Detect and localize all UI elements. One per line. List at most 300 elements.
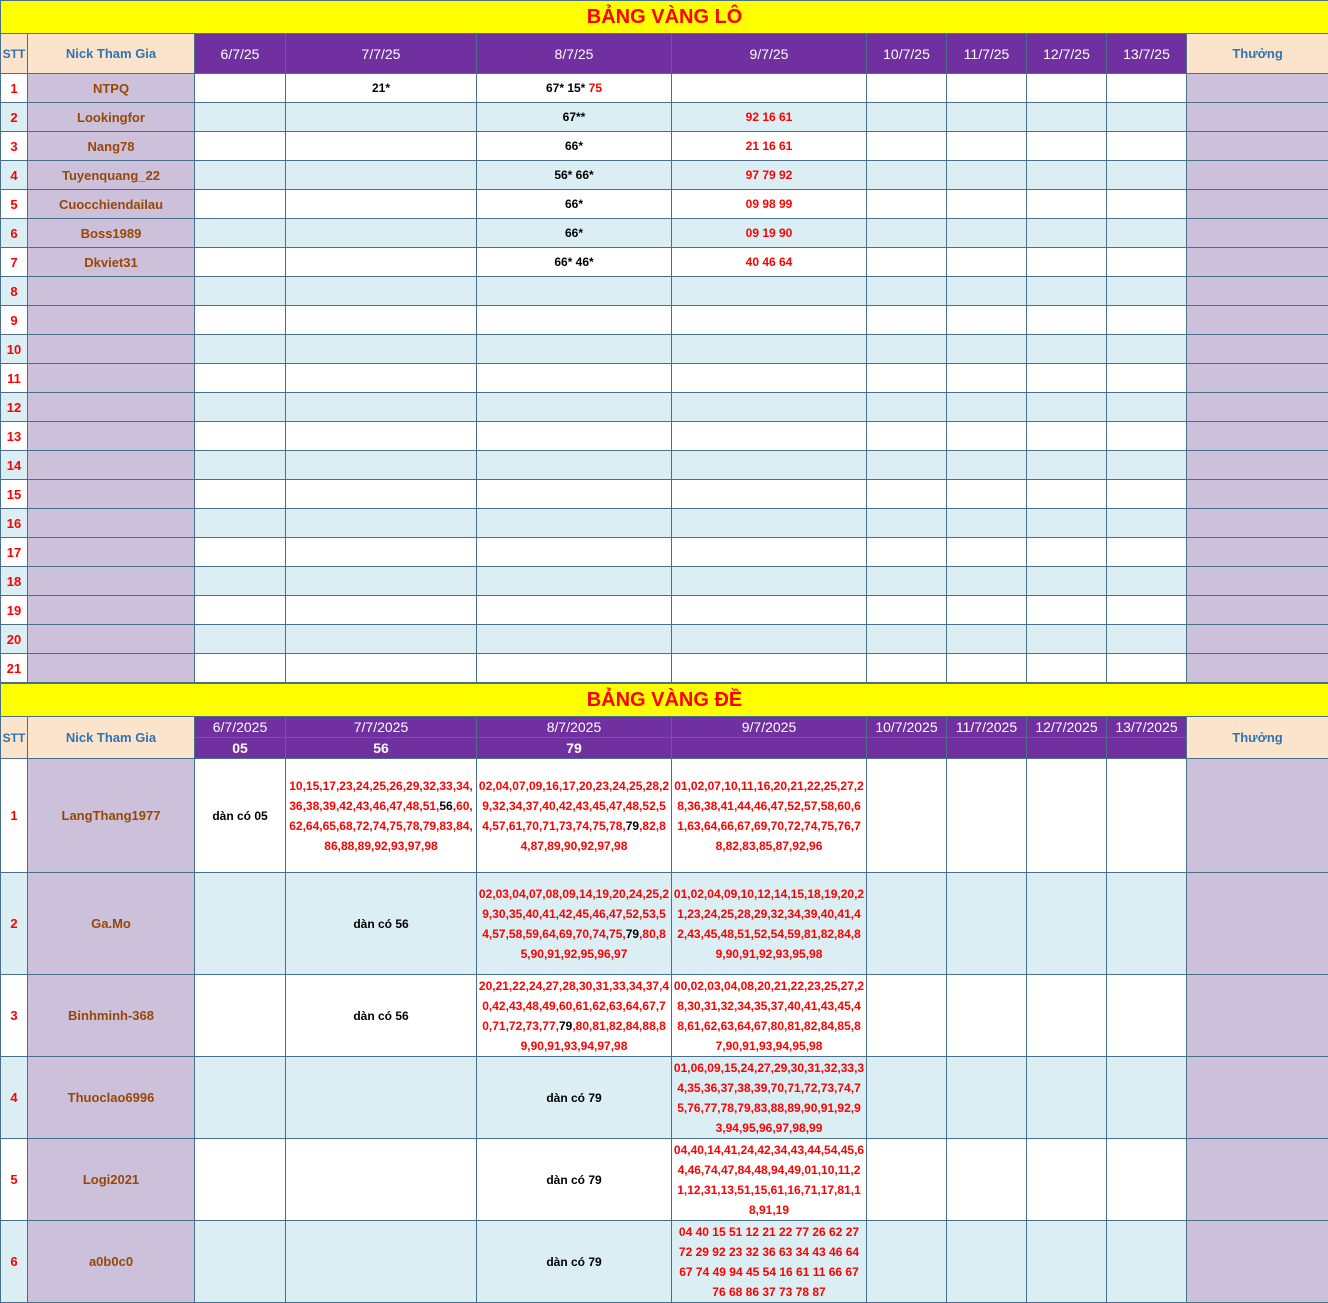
row-stt: 4 xyxy=(1,1057,28,1139)
lo-cell xyxy=(672,74,867,103)
lo-cell xyxy=(477,509,672,538)
de-cell xyxy=(1027,1057,1107,1139)
table-row xyxy=(1,364,1328,393)
lo-cell xyxy=(195,567,286,596)
de-cell xyxy=(477,759,672,873)
lo-header-nick: Nick Tham Gia xyxy=(28,34,195,74)
lo-cell xyxy=(477,306,672,335)
lo-cell xyxy=(867,654,947,683)
de-cell xyxy=(1027,1139,1107,1221)
lo-header-row xyxy=(1,34,1328,74)
table-row xyxy=(1,1057,1328,1139)
de-cell xyxy=(947,759,1027,873)
lo-cell xyxy=(947,161,1027,190)
lo-cell xyxy=(1107,625,1187,654)
row-nick xyxy=(28,451,195,480)
lo-header-date: 13/7/25 xyxy=(1107,34,1187,74)
de-cell xyxy=(195,1057,286,1139)
row-thuong xyxy=(1187,1221,1328,1303)
table-row xyxy=(1,480,1328,509)
de-cell xyxy=(1027,1221,1107,1303)
de-cell xyxy=(947,1221,1027,1303)
row-nick xyxy=(28,335,195,364)
de-cell xyxy=(477,873,672,975)
lo-cell xyxy=(477,277,672,306)
de-result xyxy=(1107,738,1187,759)
de-header-nick: Nick Tham Gia xyxy=(28,717,195,759)
row-thuong xyxy=(1187,625,1328,654)
de-cell xyxy=(947,1139,1027,1221)
table-row xyxy=(1,1139,1328,1221)
de-header-date: 11/7/2025 xyxy=(947,717,1027,738)
cell-text: ,80,81,82,84,88,89,90,91,93,94,97,98 xyxy=(520,1018,666,1053)
lo-cell xyxy=(286,509,477,538)
row-thuong xyxy=(1187,277,1328,306)
row-stt: 7 xyxy=(1,248,28,277)
lo-cell xyxy=(947,625,1027,654)
de-header-stt: STT xyxy=(1,717,28,759)
de-cell xyxy=(867,1057,947,1139)
row-nick: Thuoclao6996 xyxy=(28,1057,195,1139)
lo-cell xyxy=(286,596,477,625)
cell-text: 21 16 61 xyxy=(745,139,793,153)
lo-cell xyxy=(477,625,672,654)
de-cell xyxy=(947,1057,1027,1139)
lo-header-stt: STT xyxy=(1,34,28,74)
row-stt: 19 xyxy=(1,596,28,625)
row-nick: Cuocchiendailau xyxy=(28,190,195,219)
de-cell xyxy=(1107,975,1187,1057)
lo-cell xyxy=(672,654,867,683)
row-thuong xyxy=(1187,393,1328,422)
lo-header-thuong: Thưởng xyxy=(1187,34,1328,74)
row-thuong xyxy=(1187,306,1328,335)
lo-cell xyxy=(1027,335,1107,364)
table-row xyxy=(1,306,1328,335)
lo-cell xyxy=(1027,132,1107,161)
table-row xyxy=(1,335,1328,364)
cell-text: 66* 46* xyxy=(554,255,594,269)
lo-cell xyxy=(1027,451,1107,480)
de-cell xyxy=(1107,1139,1187,1221)
row-stt: 1 xyxy=(1,759,28,873)
row-nick xyxy=(28,393,195,422)
de-cell xyxy=(867,1139,947,1221)
lo-cell xyxy=(867,132,947,161)
lo-cell xyxy=(1027,393,1107,422)
row-thuong xyxy=(1187,190,1328,219)
row-thuong xyxy=(1187,132,1328,161)
lo-cell xyxy=(947,422,1027,451)
row-stt: 10 xyxy=(1,335,28,364)
cell-text: 79 xyxy=(625,818,640,833)
cell-text: 21* xyxy=(371,81,391,95)
de-cell xyxy=(672,873,867,975)
lo-cell xyxy=(286,306,477,335)
lo-cell xyxy=(947,306,1027,335)
lo-cell xyxy=(947,538,1027,567)
lo-cell xyxy=(1107,654,1187,683)
row-stt: 18 xyxy=(1,567,28,596)
table-row xyxy=(1,759,1328,873)
de-header-date: 10/7/2025 xyxy=(867,717,947,738)
lo-cell xyxy=(1107,219,1187,248)
table-row xyxy=(1,422,1328,451)
lo-cell xyxy=(477,103,672,132)
lo-cell xyxy=(477,654,672,683)
lo-cell xyxy=(286,277,477,306)
lo-cell xyxy=(867,103,947,132)
lo-cell xyxy=(286,248,477,277)
de-table xyxy=(0,683,1328,1303)
lo-cell xyxy=(947,509,1027,538)
lo-cell xyxy=(286,625,477,654)
cell-text: 00,02,03,04,08,20,21,22,23,25,27,28,30,31,32,34,35,37,40,41,43,45,48,61,62,63,64,67,80,81,82,84,85,87,90,91,93,94,95,98 xyxy=(673,978,865,1053)
cell-text: ,80,85,90,91,92,95,96,97 xyxy=(520,926,666,961)
lo-cell xyxy=(477,190,672,219)
lo-cell xyxy=(286,567,477,596)
lo-cell xyxy=(672,306,867,335)
table-row xyxy=(1,596,1328,625)
de-result xyxy=(1027,738,1107,759)
lo-cell xyxy=(195,248,286,277)
row-nick: Nang78 xyxy=(28,132,195,161)
cell-text: 04 40 15 51 12 21 22 77 26 62 27 72 29 92 23 32 36 63 34 43 46 64 67 74 49 94 45 54 16 61 11 66 67 76 68 86 37 73 78 87 xyxy=(678,1224,860,1299)
lo-cell xyxy=(1107,393,1187,422)
de-result: 79 xyxy=(477,738,672,759)
lo-cell xyxy=(1027,596,1107,625)
lo-cell xyxy=(947,654,1027,683)
de-cell xyxy=(672,1057,867,1139)
de-result xyxy=(672,738,867,759)
row-stt: 5 xyxy=(1,190,28,219)
lo-cell xyxy=(286,132,477,161)
row-stt: 2 xyxy=(1,103,28,132)
lo-cell xyxy=(672,335,867,364)
cell-text: dàn có 79 xyxy=(546,1172,602,1187)
row-stt: 3 xyxy=(1,132,28,161)
cell-text: 79 xyxy=(625,926,640,941)
de-result: 56 xyxy=(286,738,477,759)
lo-cell xyxy=(947,190,1027,219)
table-row xyxy=(1,538,1328,567)
row-nick: Logi2021 xyxy=(28,1139,195,1221)
lo-cell xyxy=(1027,219,1107,248)
lo-cell xyxy=(867,538,947,567)
lo-cell xyxy=(947,480,1027,509)
de-cell xyxy=(867,759,947,873)
row-stt: 16 xyxy=(1,509,28,538)
cell-text: 66* xyxy=(564,139,584,153)
cell-text: 56* 66* xyxy=(554,168,594,182)
row-thuong xyxy=(1187,480,1328,509)
row-stt: 2 xyxy=(1,873,28,975)
lo-cell xyxy=(947,451,1027,480)
lo-cell xyxy=(672,364,867,393)
lo-cell xyxy=(867,393,947,422)
table-row xyxy=(1,509,1328,538)
cell-text: 09 19 90 xyxy=(745,226,793,240)
lo-cell xyxy=(1107,364,1187,393)
lo-cell xyxy=(867,277,947,306)
lo-cell xyxy=(947,393,1027,422)
lo-cell xyxy=(947,596,1027,625)
table-row xyxy=(1,975,1328,1057)
row-stt: 12 xyxy=(1,393,28,422)
lo-cell xyxy=(672,451,867,480)
lo-cell xyxy=(867,509,947,538)
lo-cell xyxy=(286,480,477,509)
lo-cell xyxy=(477,451,672,480)
lo-cell xyxy=(672,538,867,567)
lo-cell xyxy=(195,538,286,567)
de-cell xyxy=(477,1139,672,1221)
lo-cell xyxy=(672,393,867,422)
cell-text: dàn có 05 xyxy=(212,808,268,823)
de-result xyxy=(947,738,1027,759)
lo-cell xyxy=(1027,74,1107,103)
lo-cell xyxy=(867,161,947,190)
lo-header-date: 10/7/25 xyxy=(867,34,947,74)
de-cell xyxy=(286,1139,477,1221)
table-row xyxy=(1,248,1328,277)
lo-cell xyxy=(1107,74,1187,103)
de-cell xyxy=(195,759,286,873)
lo-cell xyxy=(947,567,1027,596)
de-title: BẢNG VÀNG ĐỀ xyxy=(1,684,1328,717)
row-nick xyxy=(28,422,195,451)
de-header-row xyxy=(1,717,1328,738)
lo-cell xyxy=(477,596,672,625)
cell-text: ,82,84,87,89,90,92,97,98 xyxy=(520,818,666,853)
lo-cell xyxy=(477,335,672,364)
de-cell xyxy=(867,1221,947,1303)
lo-cell xyxy=(286,190,477,219)
cell-text: 66* xyxy=(564,197,584,211)
lo-cell xyxy=(286,161,477,190)
row-nick xyxy=(28,509,195,538)
lo-cell xyxy=(286,335,477,364)
lo-cell xyxy=(867,422,947,451)
cell-text: 09 98 99 xyxy=(745,197,793,211)
de-cell xyxy=(286,759,477,873)
lo-cell xyxy=(1107,567,1187,596)
de-cell xyxy=(286,1221,477,1303)
de-cell xyxy=(1107,873,1187,975)
lo-cell xyxy=(1027,248,1107,277)
lo-cell xyxy=(195,103,286,132)
cell-text: dàn có 56 xyxy=(353,1008,409,1023)
cell-text: 66* xyxy=(564,226,584,240)
de-header-thuong: Thưởng xyxy=(1187,717,1328,759)
lo-cell xyxy=(672,480,867,509)
lo-cell xyxy=(286,422,477,451)
row-nick xyxy=(28,654,195,683)
lo-cell xyxy=(195,480,286,509)
row-stt: 9 xyxy=(1,306,28,335)
lo-cell xyxy=(867,451,947,480)
row-nick: Binhminh-368 xyxy=(28,975,195,1057)
lo-cell xyxy=(672,248,867,277)
cell-text: 56 xyxy=(439,798,453,813)
lo-cell xyxy=(477,480,672,509)
row-thuong xyxy=(1187,74,1328,103)
lo-header-date: 8/7/25 xyxy=(477,34,672,74)
row-thuong xyxy=(1187,219,1328,248)
row-thuong xyxy=(1187,422,1328,451)
row-nick: Lookingfor xyxy=(28,103,195,132)
table-row xyxy=(1,277,1328,306)
de-header-date: 9/7/2025 xyxy=(672,717,867,738)
lo-cell xyxy=(1027,567,1107,596)
lo-header-date: 11/7/25 xyxy=(947,34,1027,74)
lo-cell xyxy=(195,190,286,219)
lo-cell xyxy=(1027,509,1107,538)
lo-cell xyxy=(1107,480,1187,509)
lo-cell xyxy=(195,306,286,335)
lo-cell xyxy=(195,74,286,103)
row-nick xyxy=(28,277,195,306)
lo-cell xyxy=(195,219,286,248)
cell-text: 75 xyxy=(588,81,603,95)
lo-cell xyxy=(867,248,947,277)
lo-cell xyxy=(286,219,477,248)
de-cell xyxy=(477,975,672,1057)
lo-cell xyxy=(1107,306,1187,335)
row-stt: 20 xyxy=(1,625,28,654)
lo-cell xyxy=(1027,277,1107,306)
lo-cell xyxy=(867,364,947,393)
row-nick xyxy=(28,306,195,335)
cell-text: 04,40,14,41,24,42,34,43,44,54,45,64,46,74,47,84,48,94,49,01,10,11,21,12,31,13,51,15,61,16,71,17,81,18,91,19 xyxy=(673,1142,865,1217)
cell-text: 01,02,04,09,10,12,14,15,18,19,20,21,23,24,25,28,29,32,34,39,40,41,42,43,45,48,51,52,54,59,81,82,84,89,90,91,92,93,95,98 xyxy=(673,886,865,961)
lo-cell xyxy=(477,248,672,277)
lo-cell xyxy=(867,335,947,364)
lo-cell xyxy=(195,277,286,306)
de-header-date: 12/7/2025 xyxy=(1027,717,1107,738)
table-row xyxy=(1,1221,1328,1303)
lo-cell xyxy=(672,161,867,190)
row-stt: 15 xyxy=(1,480,28,509)
lo-cell xyxy=(947,277,1027,306)
lo-cell xyxy=(195,335,286,364)
row-thuong xyxy=(1187,335,1328,364)
de-result xyxy=(867,738,947,759)
row-thuong xyxy=(1187,364,1328,393)
de-result-row xyxy=(1,738,1328,759)
row-stt: 11 xyxy=(1,364,28,393)
lo-cell xyxy=(947,74,1027,103)
row-stt: 3 xyxy=(1,975,28,1057)
lo-cell xyxy=(947,103,1027,132)
row-thuong xyxy=(1187,103,1328,132)
lo-cell xyxy=(477,161,672,190)
lo-cell xyxy=(947,248,1027,277)
de-header-date: 8/7/2025 xyxy=(477,717,672,738)
de-cell xyxy=(1107,759,1187,873)
cell-text: dàn có 56 xyxy=(353,916,409,931)
lo-cell xyxy=(867,306,947,335)
cell-text: 67* 15* xyxy=(545,81,589,95)
lo-cell xyxy=(1107,161,1187,190)
lo-cell xyxy=(477,393,672,422)
lo-cell xyxy=(947,132,1027,161)
table-row xyxy=(1,625,1328,654)
lo-cell xyxy=(1107,509,1187,538)
de-cell xyxy=(195,975,286,1057)
row-stt: 13 xyxy=(1,422,28,451)
table-row xyxy=(1,190,1328,219)
de-cell xyxy=(477,1221,672,1303)
lo-cell xyxy=(1107,538,1187,567)
row-thuong xyxy=(1187,509,1328,538)
cell-text: 10,15,17,23,24,25,26,29,32,33,34,36,38,39,42,43,46,47,48,51, xyxy=(289,778,473,813)
de-cell xyxy=(286,873,477,975)
row-thuong xyxy=(1187,975,1328,1057)
lo-cell xyxy=(867,596,947,625)
lo-cell xyxy=(286,538,477,567)
lo-cell xyxy=(477,538,672,567)
row-nick xyxy=(28,538,195,567)
de-cell xyxy=(195,1139,286,1221)
de-cell xyxy=(672,1139,867,1221)
row-thuong xyxy=(1187,654,1328,683)
lo-cell xyxy=(1107,190,1187,219)
de-cell xyxy=(947,975,1027,1057)
row-thuong xyxy=(1187,451,1328,480)
row-stt: 17 xyxy=(1,538,28,567)
lo-cell xyxy=(477,219,672,248)
row-thuong xyxy=(1187,759,1328,873)
row-nick: Ga.Mo xyxy=(28,873,195,975)
table-row xyxy=(1,873,1328,975)
lo-header-date: 9/7/25 xyxy=(672,34,867,74)
lo-cell xyxy=(1027,480,1107,509)
cell-text: 01,02,07,10,11,16,20,21,22,25,27,28,36,38,41,44,46,47,52,57,58,60,61,63,64,66,67,69,70,72,74,75,76,78,82,83,85,87,92,96 xyxy=(674,778,864,853)
lo-cell xyxy=(286,103,477,132)
de-header-date: 7/7/2025 xyxy=(286,717,477,738)
de-cell xyxy=(195,1221,286,1303)
lo-cell xyxy=(477,132,672,161)
row-stt: 14 xyxy=(1,451,28,480)
de-cell xyxy=(286,1057,477,1139)
lo-cell xyxy=(1107,132,1187,161)
cell-text: dàn có 79 xyxy=(546,1090,602,1105)
lo-cell xyxy=(1027,306,1107,335)
lo-cell xyxy=(195,161,286,190)
lo-cell xyxy=(195,451,286,480)
lo-cell xyxy=(195,364,286,393)
row-nick xyxy=(28,625,195,654)
de-cell xyxy=(286,975,477,1057)
de-header-date: 6/7/2025 xyxy=(195,717,286,738)
lo-cell xyxy=(1027,161,1107,190)
lo-header-date: 12/7/25 xyxy=(1027,34,1107,74)
lo-cell xyxy=(1107,103,1187,132)
table-row xyxy=(1,103,1328,132)
lo-cell xyxy=(672,132,867,161)
lo-cell xyxy=(672,277,867,306)
lo-cell xyxy=(1027,190,1107,219)
lo-cell xyxy=(1107,248,1187,277)
lo-cell xyxy=(195,654,286,683)
de-cell xyxy=(1027,759,1107,873)
row-stt: 5 xyxy=(1,1139,28,1221)
lo-cell xyxy=(672,567,867,596)
row-thuong xyxy=(1187,567,1328,596)
table-row xyxy=(1,132,1328,161)
row-thuong xyxy=(1187,1057,1328,1139)
